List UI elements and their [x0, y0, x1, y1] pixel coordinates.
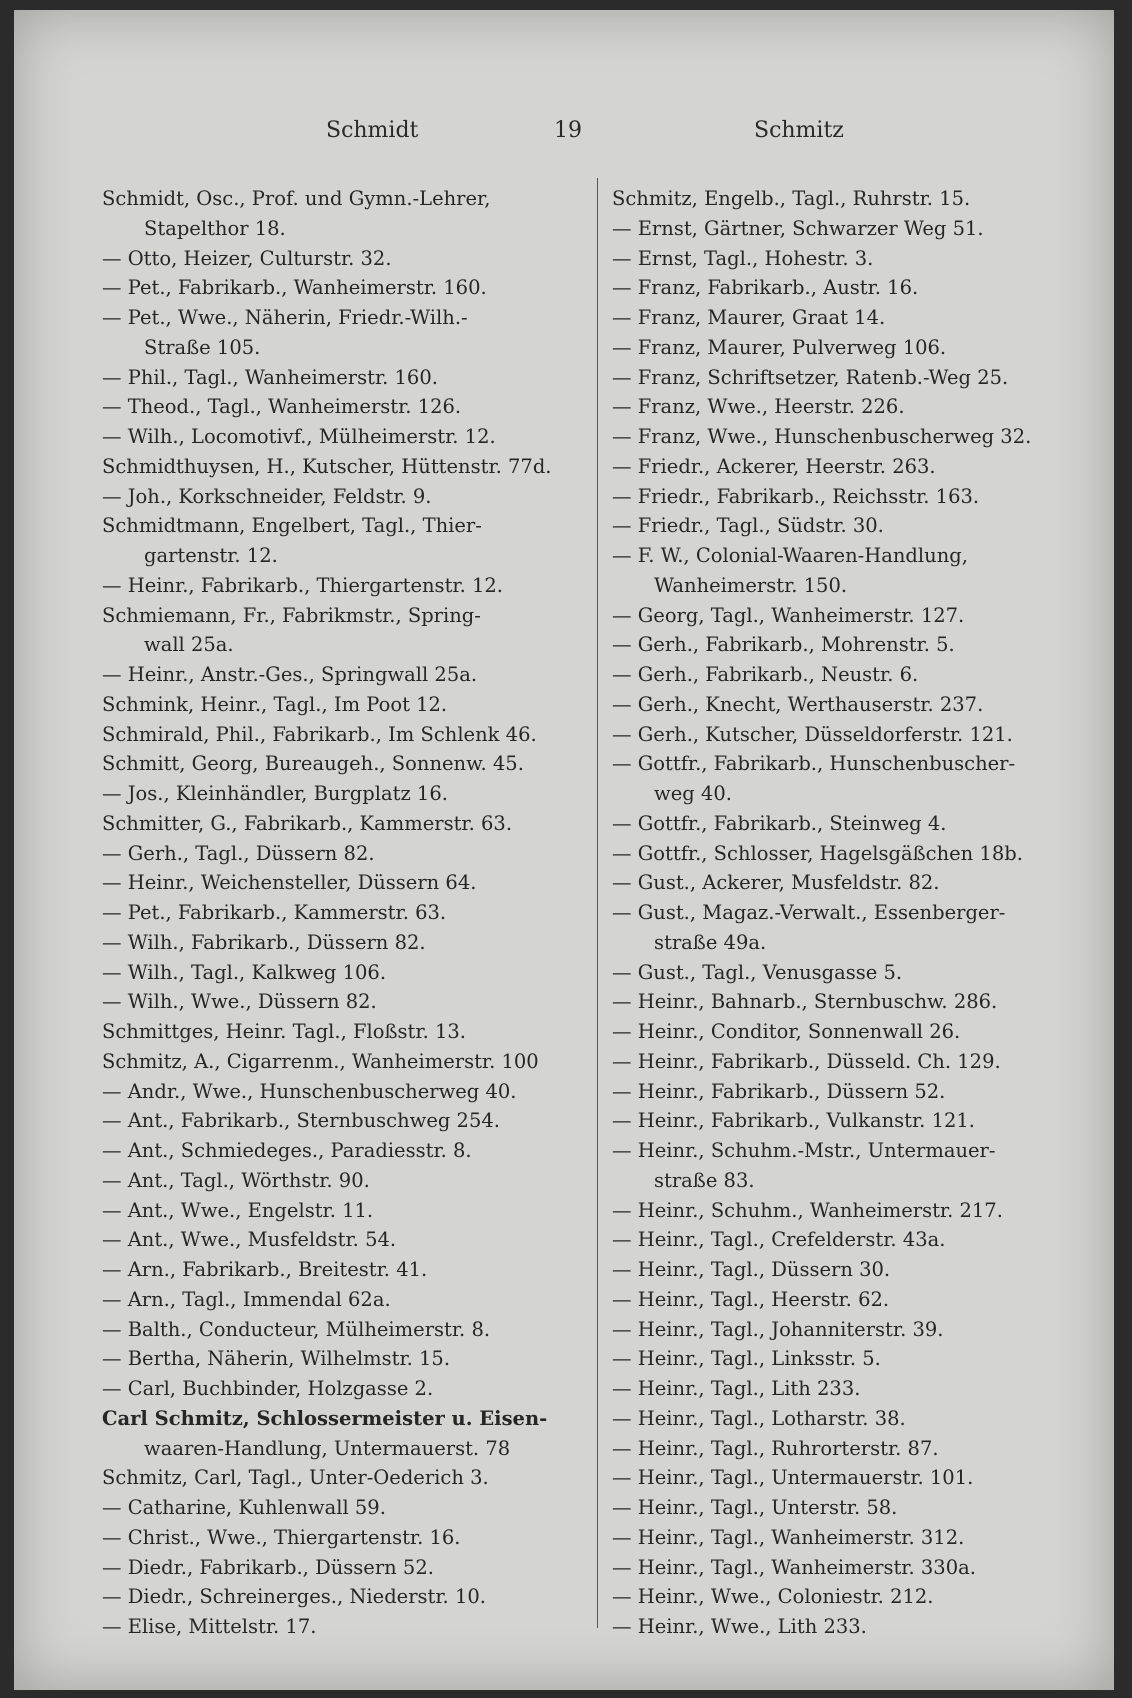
directory-entry: — Ernst, Tagl., Hohestr. 3. [612, 246, 874, 270]
directory-entry: — Friedr., Fabrikarb., Reichsstr. 163. [612, 484, 980, 508]
header-right-keyword: Schmitz [754, 118, 844, 143]
directory-entry: — Andr., Wwe., Hunschenbuscherweg 40. [102, 1079, 517, 1103]
entry-continuation: wall 25a. [144, 633, 234, 657]
directory-entry: — Carl, Buchbinder, Holzgasse 2. [102, 1377, 434, 1400]
directory-entry: — Christ., Wwe., Thiergartenstr. 16. [102, 1525, 461, 1549]
directory-entry: — Heinr., Schuhm.-Mstr., Untermauer- [612, 1139, 996, 1162]
directory-entry: Schmiemann, Fr., Fabrikmstr., Spring- [102, 603, 481, 627]
directory-entry: — Gust., Ackerer, Musfeldstr. 82. [612, 871, 940, 895]
header-left-keyword: Schmidt [326, 118, 419, 143]
directory-entry: — Wilh., Wwe., Düssern 82. [102, 990, 377, 1014]
right-column [612, 184, 1092, 1642]
directory-page [14, 10, 1114, 1690]
directory-entry: — Arn., Tagl., Immendal 62a. [102, 1287, 391, 1311]
directory-entry: Schmink, Heinr., Tagl., Im Poot 12. [102, 692, 448, 716]
directory-entry: — Heinr., Tagl., Wanheimerstr. 330a. [612, 1555, 976, 1579]
directory-entry: — Franz, Maurer, Graat 14. [612, 306, 886, 329]
directory-entry: — Heinr., Wwe., Coloniestr. 212. [612, 1585, 934, 1609]
directory-entry: — Gerh., Knecht, Werthauserstr. 237. [612, 692, 984, 716]
page-number: 19 [554, 118, 582, 143]
directory-entry: — Heinr., Anstr.-Ges., Springwall 25a. [102, 663, 478, 686]
directory-entry: — Arn., Fabrikarb., Breitestr. 41. [102, 1258, 428, 1281]
directory-entry: — Heinr., Fabrikarb., Düsseld. Ch. 129. [612, 1049, 1001, 1073]
directory-entry: — Heinr., Conditor, Sonnenwall 26. [612, 1020, 961, 1043]
directory-entry: — Gerh., Kutscher, Düsseldorferstr. 121. [612, 722, 1013, 746]
directory-entry: — Elise, Mittelstr. 17. [102, 1615, 317, 1638]
directory-entry: — Heinr., Schuhm., Wanheimerstr. 217. [612, 1198, 1003, 1222]
directory-entry: — Franz, Wwe., Heerstr. 226. [612, 395, 905, 419]
directory-entry: — Heinr., Tagl., Wanheimerstr. 312. [612, 1525, 965, 1549]
left-column [102, 184, 582, 1642]
directory-entry: — Ant., Fabrikarb., Sternbuschweg 254. [102, 1109, 500, 1133]
directory-entry: — Wilh., Locomotivf., Mülheimerstr. 12. [102, 425, 496, 448]
directory-entry: — Heinr., Weichensteller, Düssern 64. [102, 871, 477, 895]
directory-entry: — Wilh., Tagl., Kalkweg 106. [102, 960, 387, 984]
directory-entry: — Wilh., Fabrikarb., Düssern 82. [102, 930, 426, 954]
directory-entry: — Franz, Maurer, Pulverweg 106. [612, 335, 947, 359]
directory-entry: Schmitz, Engelb., Tagl., Ruhrstr. 15. [612, 187, 971, 210]
directory-entry: Schmitz, Carl, Tagl., Unter-Oederich 3. [102, 1466, 489, 1490]
directory-entry: — F. W., Colonial-Waaren-Handlung, [612, 544, 968, 567]
directory-entry: — Franz, Schriftsetzer, Ratenb.-Weg 25. [612, 365, 1009, 389]
directory-entry: — Ant., Tagl., Wörthstr. 90. [102, 1168, 370, 1192]
directory-entry: — Friedr., Ackerer, Heerstr. 263. [612, 454, 936, 478]
directory-entry: — Heinr., Tagl., Crefelderstr. 43a. [612, 1228, 946, 1252]
directory-entry: — Heinr., Tagl., Heerstr. 62. [612, 1287, 890, 1311]
directory-entry: — Pet., Wwe., Näherin, Friedr.-Wilh.- [102, 306, 468, 329]
directory-entry: — Heinr., Tagl., Ruhrorterstr. 87. [612, 1436, 939, 1460]
directory-entry: — Franz, Fabrikarb., Austr. 16. [612, 276, 919, 300]
directory-entry: — Ant., Schmiedeges., Paradiesstr. 8. [102, 1139, 472, 1162]
entry-continuation: Wanheimerstr. 150. [654, 573, 848, 597]
entry-continuation: waaren-Handlung, Untermauerst. 78 [144, 1436, 511, 1460]
directory-entry: — Gottfr., Fabrikarb., Steinweg 4. [612, 811, 947, 835]
directory-entry: Carl Schmitz, Schlossermeister u. Eisen- [102, 1406, 548, 1430]
directory-entry: — Diedr., Fabrikarb., Düssern 52. [102, 1555, 434, 1579]
directory-entry: — Heinr., Fabrikarb., Thiergartenstr. 12. [102, 573, 503, 597]
directory-entry: Schmitt, Georg, Bureaugeh., Sonnenw. 45. [102, 752, 524, 776]
directory-entry: — Gust., Tagl., Venusgasse 5. [612, 960, 903, 984]
directory-entry: — Catharine, Kuhlenwall 59. [102, 1496, 386, 1519]
directory-entry: — Gust., Magaz.-Verwalt., Essenberger- [612, 901, 1006, 924]
entry-continuation: straße 49a. [654, 930, 767, 954]
directory-entry: — Theod., Tagl., Wanheimerstr. 126. [102, 395, 462, 419]
directory-entry: — Pet., Fabrikarb., Wanheimerstr. 160. [102, 276, 487, 300]
directory-entry: Schmitter, G., Fabrikarb., Kammerstr. 63. [102, 811, 513, 835]
directory-entry: — Gerh., Tagl., Düssern 82. [102, 841, 375, 865]
directory-entry: — Friedr., Tagl., Südstr. 30. [612, 514, 884, 538]
directory-entry: — Otto, Heizer, Culturstr. 32. [102, 246, 392, 270]
directory-entry: — Heinr., Tagl., Unterstr. 58. [612, 1496, 898, 1519]
directory-entry: — Gerh., Fabrikarb., Neustr. 6. [612, 663, 919, 686]
directory-entry: Schmidt, Osc., Prof. und Gymn.-Lehrer, [102, 187, 491, 210]
directory-entry: — Diedr., Schreinerges., Niederstr. 10. [102, 1585, 486, 1609]
directory-entry: — Heinr., Tagl., Düssern 30. [612, 1258, 891, 1281]
directory-entry: — Gottfr., Fabrikarb., Hunschenbuscher- [612, 752, 1016, 776]
directory-entry: — Gottfr., Schlosser, Hagelsgäßchen 18b. [612, 841, 1023, 865]
entry-continuation: Stapelthor 18. [144, 216, 286, 240]
directory-entry: — Heinr., Fabrikarb., Vulkanstr. 121. [612, 1109, 975, 1133]
directory-entry: — Ant., Wwe., Musfeldstr. 54. [102, 1228, 397, 1252]
directory-entry: — Joh., Korkschneider, Feldstr. 9. [102, 484, 432, 508]
directory-entry: — Heinr., Bahnarb., Sternbuschw. 286. [612, 990, 998, 1014]
directory-entry: — Franz, Wwe., Hunschenbuscherweg 32. [612, 425, 1032, 448]
directory-entry: — Balth., Conducteur, Mülheimerstr. 8. [102, 1317, 491, 1341]
directory-entry: — Phil., Tagl., Wanheimerstr. 160. [102, 365, 438, 389]
directory-entry: Schmirald, Phil., Fabrikarb., Im Schlenk 46. [102, 722, 537, 746]
entry-continuation: weg 40. [654, 782, 732, 805]
page-header [14, 118, 1114, 158]
entry-continuation: straße 83. [654, 1168, 755, 1192]
directory-entry: — Heinr., Tagl., Lotharstr. 38. [612, 1406, 906, 1430]
directory-entry: — Heinr., Tagl., Lith 233. [612, 1377, 861, 1400]
directory-entry: Schmidtmann, Engelbert, Tagl., Thier- [102, 514, 482, 538]
directory-entry: — Jos., Kleinhändler, Burgplatz 16. [102, 782, 448, 805]
directory-entry: — Ant., Wwe., Engelstr. 11. [102, 1198, 374, 1222]
directory-entry: — Bertha, Näherin, Wilhelmstr. 15. [102, 1347, 451, 1371]
directory-entry: — Georg, Tagl., Wanheimerstr. 127. [612, 603, 965, 627]
directory-entry: — Ernst, Gärtner, Schwarzer Weg 51. [612, 216, 984, 240]
column-divider [597, 178, 598, 1628]
directory-entry: — Heinr., Tagl., Untermauerstr. 101. [612, 1466, 974, 1490]
directory-entry: — Gerh., Fabrikarb., Mohrenstr. 5. [612, 633, 955, 657]
directory-entry: — Heinr., Wwe., Lith 233. [612, 1615, 867, 1638]
directory-entry: Schmidthuysen, H., Kutscher, Hüttenstr. 77d. [102, 454, 552, 478]
directory-entry: Schmitz, A., Cigarrenm., Wanheimerstr. 100 [102, 1049, 539, 1073]
directory-entry: — Pet., Fabrikarb., Kammerstr. 63. [102, 901, 447, 924]
directory-entry: — Heinr., Tagl., Linksstr. 5. [612, 1347, 881, 1371]
directory-entry: — Heinr., Tagl., Johanniterstr. 39. [612, 1317, 944, 1341]
entry-continuation: gartenstr. 12. [144, 544, 278, 567]
directory-entry: — Heinr., Fabrikarb., Düssern 52. [612, 1079, 946, 1103]
directory-entry: Schmittges, Heinr. Tagl., Floßstr. 13. [102, 1020, 466, 1043]
entry-continuation: Straße 105. [144, 335, 261, 359]
